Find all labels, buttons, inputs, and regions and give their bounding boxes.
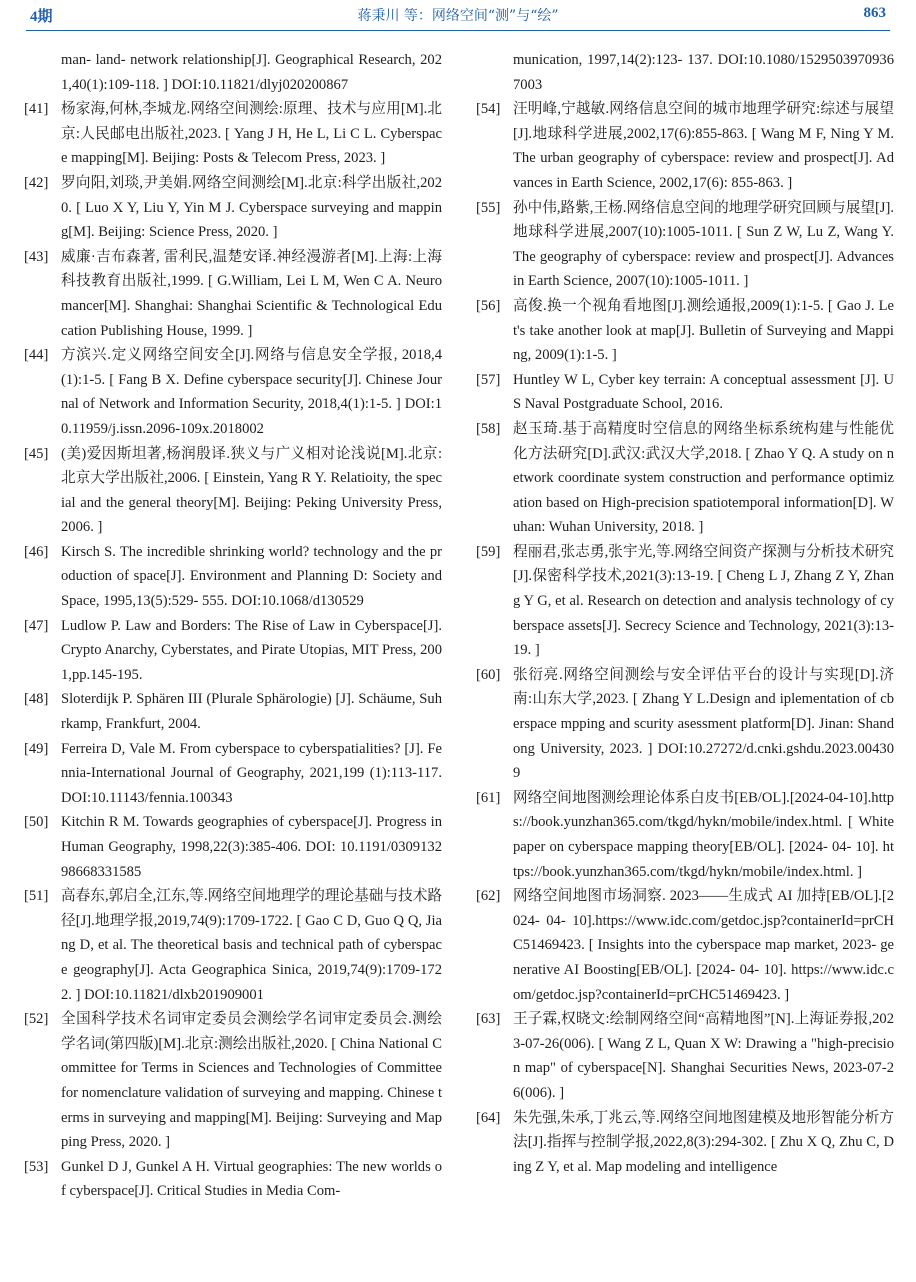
reference-continuation: man- land- network relationship[J]. Geographical Research, 2021,40(1):109-118. ] DOI:10.11821/dlyj020200867 xyxy=(61,52,442,93)
reference-item xyxy=(24,1155,442,1204)
reference-item xyxy=(24,1007,442,1155)
reference-number: [62] xyxy=(476,888,501,905)
reference-item xyxy=(476,1007,894,1105)
running-title: 蒋秉川 等：网络空间“测”与“绘” xyxy=(357,8,559,24)
right-column xyxy=(476,48,894,1179)
header-rule xyxy=(26,30,890,31)
reference-number: [60] xyxy=(476,666,501,683)
reference-number: [41] xyxy=(24,101,49,118)
reference-text: (美)爱因斯坦著,杨润殷译.狭义与广义相对论浅说[M].北京:北京大学出版社,2006. [ Einstein, Yang R Y. Relatioity, the special and the general theory[M]. Beijing: Peking University Press, 2006. ] xyxy=(61,445,442,536)
reference-item xyxy=(24,97,442,171)
reference-item xyxy=(476,884,894,1007)
reference-item xyxy=(476,196,894,294)
reference-number: [58] xyxy=(476,420,501,437)
page-number: 863 xyxy=(863,5,886,21)
reference-text: Huntley W L, Cyber key terrain: A conceptual assessment [J]. US Naval Postgraduate School, 2016. xyxy=(513,371,894,413)
reference-item xyxy=(24,343,442,441)
reference-number: [64] xyxy=(476,1109,501,1126)
reference-item xyxy=(476,786,894,884)
reference-number: [48] xyxy=(24,691,49,708)
reference-text: 罗向阳,刘琰,尹美娟.网络空间测绘[M].北京:科学出版社,2020. [ Luo X Y, Liu Y, Yin M J. Cyberspace surveying and mapping[M]. Beijing: Science Press, 2020. ] xyxy=(61,174,442,241)
reference-text: 王子霖,权晓文:绘制网络空间“高精地图”[N].上海证券报,2023-07-26(006). [ Wang Z L, Quan X W: Drawing a "high-precision map" of cyberspace[N]. Shanghai Securities News, 2023-07-26(006). ] xyxy=(513,1011,894,1101)
reference-number: [49] xyxy=(24,740,49,757)
reference-item xyxy=(476,1106,894,1180)
reference-item xyxy=(24,884,442,1007)
reference-number: [55] xyxy=(476,199,501,216)
reference-text: 杨家海,何林,李城龙.网络空间测绘:原理、技术与应用[M].北京:人民邮电出版社,2023. [ Yang J H, He L, Li C L. Cyberspace mapping[M]. Beijing: Posts & Telecom Press, 2023. ] xyxy=(61,101,442,167)
reference-number: [56] xyxy=(476,297,501,314)
reference-text: 孙中伟,路紫,王杨.网络信息空间的地理学研究回顾与展望[J].地球科学进展,2007(10):1005-1011. [ Sun Z W, Lu Z, Wang Y. The geography of cyberspace: review and prospect[J]. Advances in Earth Science, 2007(10):1005-1011. ] xyxy=(513,199,894,290)
reference-number: [57] xyxy=(476,371,501,388)
reference-item xyxy=(476,97,894,195)
reference-item xyxy=(24,614,442,688)
reference-text: Ferreira D, Vale M. From cyberspace to cyberspatialities? [J]. Fennia-International Journal of Geography, 2021,199 (1):113-117. DOI:10.11143/fennia.100343 xyxy=(61,740,442,806)
reference-text: 赵玉琦.基于高精度时空信息的网络坐标系统构建与性能优化方法研究[D].武汉:武汉大学,2018. [ Zhao Y Q. A study on network coordinate system construction and performance optimization based on High-precision spatiotemporal information[D]. Wuhan: Wuhan University, 2018. ] xyxy=(513,420,894,536)
reference-text: Sloterdijk P. Sphären III (Plurale Sphärologie) [J]. Schäume, Suhrkamp, Frankfurt, 2004. xyxy=(61,691,442,733)
reference-text: 网络空间地图市场洞察. 2023——生成式 AI 加持[EB/OL].[2024- 04- 10].https://www.idc.com/getdoc.jsp?containerId=prCHC51469423. [ Insights into the cyberspace map market, 2023- generative AI Boosting[EB/OL]. [2024- 04- 10]. https://www.idc.com/getdoc.jsp?containerId=prCHC51469423. ] xyxy=(513,888,894,1003)
issue-number: 4期 xyxy=(30,9,53,25)
reference-text: 威廉·吉布森著, 雷利民,温楚安译.神经漫游者[M].上海:上海科技教育出版社,1999. [ G.William, Lei L M, Wen C A. Neuromancer[M]. Shanghai: Shanghai Scientific & Technological Education Publishing House, 1999. ] xyxy=(61,248,442,339)
reference-text: Kirsch S. The incredible shrinking world? technology and the production of space[J]. Environment and Planning D: Society and Space, 1995,13(5):529- 555. DOI:10.1068/d130529 xyxy=(61,543,442,610)
reference-number: [44] xyxy=(24,347,49,364)
reference-number: [50] xyxy=(24,814,49,831)
reference-number: [63] xyxy=(476,1011,501,1028)
reference-item xyxy=(24,737,442,811)
page-header xyxy=(0,0,916,30)
reference-number: [59] xyxy=(476,543,501,560)
reference-text: 高春东,郭启全,江东,等.网络空间地理学的理论基础与技术路径[J].地理学报,2019,74(9):1709-1722. [ Gao C D, Guo Q Q, Jiang D, et al. The theoretical basis and technical path of cyberspace geography[J]. Acta Geographica Sinica, 2019,74(9):1709-1722. ] DOI:10.11821/dlxb201909001 xyxy=(61,888,442,1003)
reference-item xyxy=(476,540,894,663)
reference-text: 网络空间地图测绘理论体系白皮书[EB/OL].[2024-04-10].https://book.yunzhan365.com/tkgd/hykn/mobile/index.html. [ White paper on cyberspace mapping theory[EB/OL]. [2024- 04- 10]. https://book.yunzhan365.com/tkgd/hykn/mobile/index.html. ] xyxy=(513,789,894,880)
left-column xyxy=(24,48,442,1204)
reference-number: [53] xyxy=(24,1158,49,1175)
reference-number: [61] xyxy=(476,789,501,806)
reference-item xyxy=(476,417,894,540)
reference-item xyxy=(476,294,894,368)
reference-text: Kitchin R M. Towards geographies of cyberspace[J]. Progress in Human Geography, 1998,22(3):385-406. DOI: 10.1191/030913298668331585 xyxy=(61,814,442,880)
reference-text: 张衍亮.网络空间测绘与安全评估平台的设计与实现[D].济南:山东大学,2023. [ Zhang Y L.Design and iplementation of cberspace mpping and scurity asessment platform[D]. Jinan: Shandong University, 2023. ] DOI:10.27272/d.cnki.gshdu.2023.004309 xyxy=(513,666,894,782)
reference-text: 汪明峰,宁越敏.网络信息空间的城市地理学研究:综述与展望[J].地球科学进展,2002,17(6):855-863. [ Wang M F, Ning Y M. The urban geography of cyberspace: review and prospect[J]. Advances in Earth Science, 2002,17(6): 855-863. ] xyxy=(513,101,894,191)
reference-text: 高俊.换一个视角看地图[J].测绘通报,2009(1):1-5. [ Gao J. Let's take another look at map[J]. Bulletin of Surveying and Mapping, 2009(1):1-5. ] xyxy=(513,297,894,364)
reference-item xyxy=(476,368,894,417)
reference-number: [47] xyxy=(24,617,49,634)
reference-number: [46] xyxy=(24,543,49,560)
reference-item xyxy=(24,687,442,736)
reference-number: [51] xyxy=(24,888,49,905)
reference-item xyxy=(24,540,442,614)
reference-item xyxy=(24,442,442,540)
reference-number: [42] xyxy=(24,174,49,191)
reference-item xyxy=(24,245,442,343)
reference-number: [52] xyxy=(24,1011,49,1028)
reference-number: [43] xyxy=(24,248,49,265)
reference-continuation: munication, 1997,14(2):123- 137. DOI:10.1080/15295039709367003 xyxy=(513,52,894,93)
reference-item xyxy=(24,810,442,884)
reference-text: 全国科学技术名词审定委员会测绘学名词审定委员会.测绘学名词(第四版)[M].北京:测绘出版社,2020. [ China National Committee for Terms in Sciences and Technologies of Committee for nomenclature validation of surveying and mapping. Chinese terms in surveying and mapping[M]. Beijing: Surveying and Mapping Press, 2020. ] xyxy=(61,1011,442,1151)
reference-text: Ludlow P. Law and Borders: The Rise of Law in Cyberspace[J]. Crypto Anarchy, Cyberstates, and Pirate Utopias, MIT Press, 2001,pp.145-195. xyxy=(61,617,442,683)
reference-text: 朱先强,朱承,丁兆云,等.网络空间地图建模及地形智能分析方法[J].指挥与控制学报,2022,8(3):294-302. [ Zhu X Q, Zhu C, Ding Z Y, et al. Map modeling and intelligence xyxy=(513,1109,894,1175)
reference-item xyxy=(476,663,894,786)
reference-text: Gunkel D J, Gunkel A H. Virtual geographies: The new worlds of cyberspace[J]. Critical Studies in Media Com- xyxy=(61,1158,442,1200)
reference-item xyxy=(24,171,442,245)
reference-number: [45] xyxy=(24,445,49,462)
reference-text: 方滨兴.定义网络空间安全[J].网络与信息安全学报, 2018,4(1):1-5. [ Fang B X. Define cyberspace security[J]. Chinese Journal of Network and Information Security, 2018,4(1):1-5. ] DOI:10.11959/j.issn.2096-109x.2018002 xyxy=(61,347,442,437)
reference-number: [54] xyxy=(476,101,501,118)
reference-text: 程丽君,张志勇,张宇光,等.网络空间资产探测与分析技术研究[J].保密科学技术,2021(3):13-19. [ Cheng L J, Zhang Z Y, Zhang Y G, et al. Research on detection and analysis technology of cyberspace assets[J]. Secrecy Science and Technology, 2021(3):13-19. ] xyxy=(513,543,894,659)
